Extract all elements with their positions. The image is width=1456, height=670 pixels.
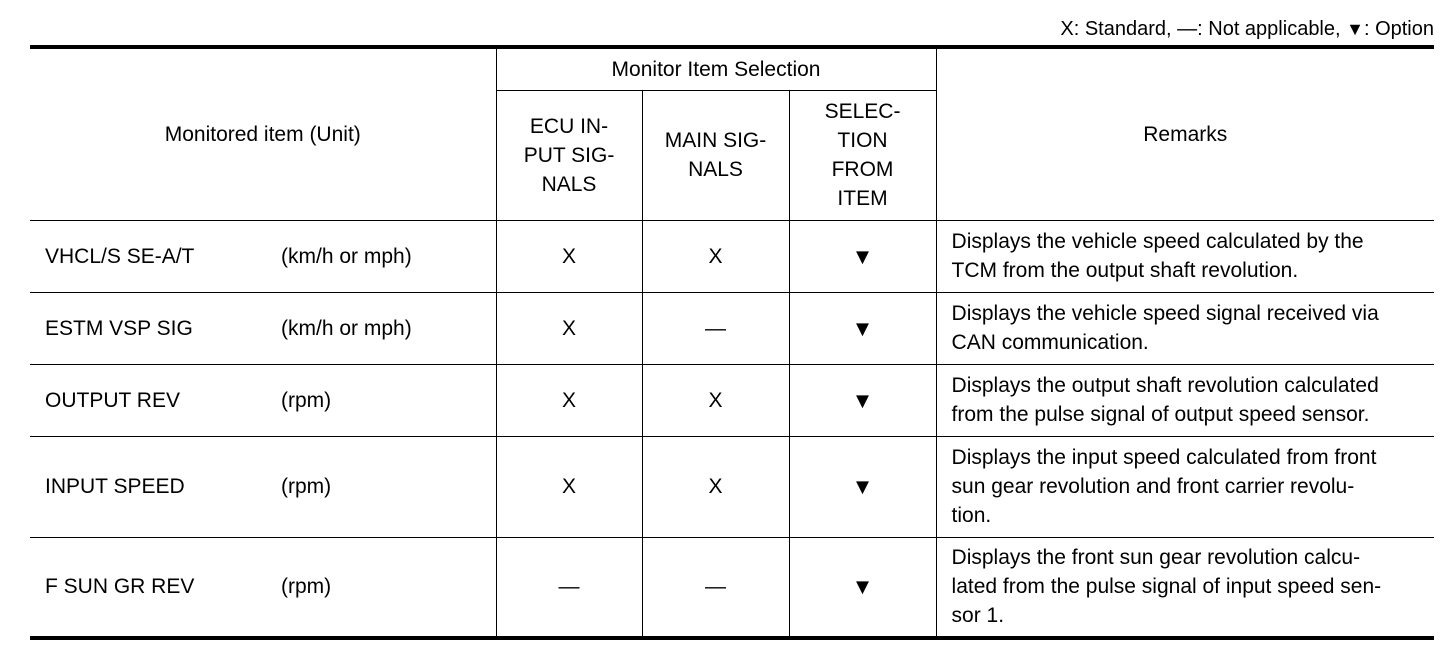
header-ecu-line: ECU IN-: [529, 114, 609, 138]
header-sel-line: SELEC-: [824, 100, 901, 123]
remark-line: Displays the front sun gear revolution calcu-: [951, 546, 1361, 570]
header-monitor-item-selection: Monitor Item Selection: [496, 47, 936, 90]
table-row: [30, 364, 1434, 436]
legend-not-applicable: —: Not applicable,: [1177, 18, 1341, 40]
main-value: X: [642, 364, 789, 436]
main-value: —: [642, 537, 789, 638]
item-name: OUTPUT REV: [45, 388, 180, 412]
item-name: F SUN GR REV: [45, 575, 195, 599]
header-ecu-line: NALS: [541, 172, 597, 196]
header-selection-from-item: [789, 90, 936, 220]
item-name: VHCL/S SE-A/T: [45, 244, 195, 268]
main-value: —: [642, 292, 789, 364]
header-ecu-input-signals: [496, 90, 642, 220]
remark-line: Displays the vehicle speed calculated by the: [951, 230, 1364, 253]
remark-line: CAN communication.: [951, 331, 1149, 354]
table-row: [30, 292, 1434, 364]
ecu-value: X: [496, 364, 642, 436]
remark-line: sor 1.: [951, 604, 1005, 628]
remark-line: from the pulse signal of output speed sensor.: [951, 403, 1370, 426]
legend-standard: X: Standard,: [1060, 18, 1172, 40]
ecu-value: X: [496, 436, 642, 537]
option-triangle-icon: ▼: [789, 220, 936, 292]
option-triangle-icon: ▼: [789, 537, 936, 638]
remark-line: sun gear revolution and front carrier revolu-: [951, 475, 1355, 498]
item-unit: (rpm): [281, 475, 332, 498]
main-value: X: [642, 436, 789, 537]
ecu-value: X: [496, 220, 642, 292]
remark: [936, 220, 1434, 292]
main-value: X: [642, 220, 789, 292]
header-sel-line: FROM: [831, 158, 894, 181]
option-triangle-icon: ▼: [789, 292, 936, 364]
remark-line: Displays the vehicle speed signal received via: [951, 302, 1379, 325]
header-remarks: Remarks: [936, 47, 1434, 220]
remark: [936, 364, 1434, 436]
header-main-line: NALS: [688, 158, 743, 181]
header-sel-line: TION: [837, 129, 888, 152]
option-triangle-icon: ▼: [1346, 19, 1364, 39]
header-monitored-item: Monitored item (Unit): [164, 122, 361, 146]
header-ecu-line: PUT SIG-: [523, 143, 615, 167]
option-triangle-icon: ▼: [789, 364, 936, 436]
remark-line: Displays the input speed calculated from front: [951, 446, 1377, 469]
ecu-value: X: [496, 292, 642, 364]
item-unit: (rpm): [281, 388, 332, 412]
remark: [936, 436, 1434, 537]
remark: [936, 537, 1434, 638]
legend: [1060, 16, 1434, 42]
item-unit: (km/h or mph): [281, 244, 412, 268]
header-main-signals: [642, 90, 789, 220]
ecu-value: —: [496, 537, 642, 638]
item-name: INPUT SPEED: [45, 475, 185, 498]
remark-line: lated from the pulse signal of input speed sen-: [951, 575, 1382, 599]
table-row: [30, 537, 1434, 638]
remark: [936, 292, 1434, 364]
item-name: ESTM VSP SIG: [45, 316, 193, 340]
remark-line: Displays the output shaft revolution calculated: [951, 374, 1379, 397]
table-row: [30, 220, 1434, 292]
item-unit: (rpm): [281, 575, 332, 599]
table-row: [30, 436, 1434, 537]
header-sel-line: ITEM: [837, 187, 888, 210]
legend-option: : Option: [1363, 18, 1434, 40]
monitor-item-table: [30, 45, 1434, 640]
item-unit: (km/h or mph): [281, 316, 412, 340]
option-triangle-icon: ▼: [789, 436, 936, 537]
header-main-line: MAIN SIG-: [664, 129, 767, 152]
remark-line: TCM from the output shaft revolution.: [951, 259, 1299, 282]
remark-line: tion.: [951, 504, 992, 527]
